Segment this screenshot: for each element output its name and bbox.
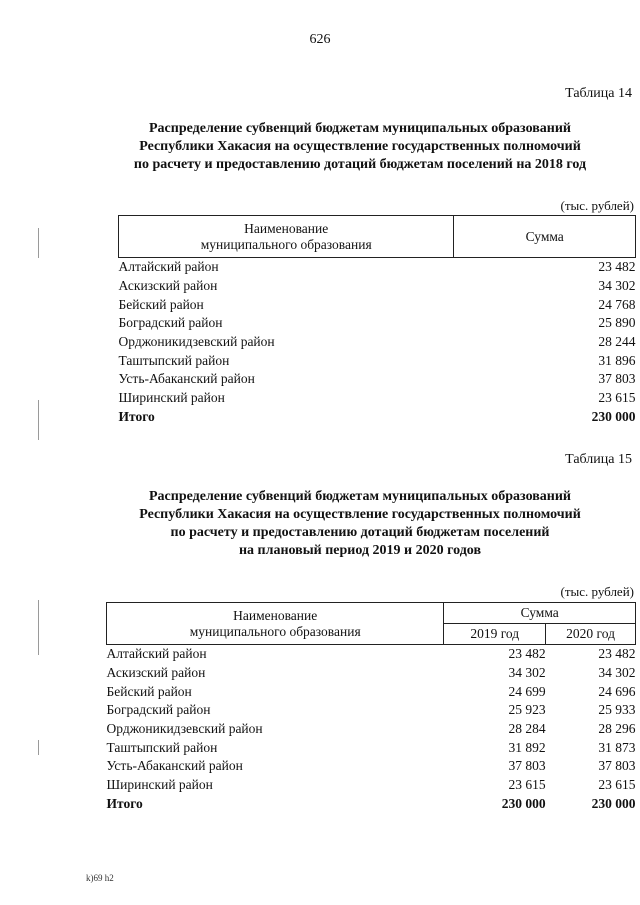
row-value: 37 803 (598, 371, 636, 387)
row-value-2020: 25 933 (598, 702, 636, 718)
table-row (119, 295, 636, 314)
table15-heading-line: на плановый период 2019 и 2020 годов (238, 543, 482, 558)
total-row (107, 795, 636, 814)
row-value-2020: 37 803 (598, 758, 636, 774)
table15-units: (тыс. рублей) (560, 584, 634, 599)
table14-label: Таблица 14 (565, 86, 632, 101)
table-row (119, 314, 636, 333)
total-label: Итого (106, 795, 143, 811)
table15-label: Таблица 15 (565, 452, 632, 467)
table14-header-sum: Сумма (454, 216, 636, 258)
table15-heading (80, 488, 640, 560)
row-name: Алтайский район (118, 259, 219, 275)
header-name-line: муниципального образования (189, 623, 361, 639)
table15 (106, 602, 636, 813)
row-name: Ширинский район (106, 777, 213, 793)
row-value: 34 302 (598, 278, 636, 294)
footer-code: k)69 h2 (86, 873, 114, 883)
row-name: Таштыпский район (118, 352, 230, 368)
row-name: Усть-Абаканский район (118, 371, 255, 387)
table-row (119, 389, 636, 408)
total-value: 230 000 (591, 408, 636, 424)
row-name: Аскизский район (106, 665, 206, 681)
row-name: Алтайский район (106, 646, 207, 662)
row-value-2020: 34 302 (598, 665, 636, 681)
row-value-2019: 23 615 (508, 777, 546, 793)
table-row (107, 757, 636, 776)
row-value-2019: 25 923 (508, 702, 546, 718)
row-value: 23 482 (598, 259, 636, 275)
row-value-2019: 31 892 (508, 739, 546, 755)
table-row (107, 720, 636, 739)
row-value: 28 244 (598, 334, 636, 350)
table14-units: (тыс. рублей) (560, 198, 634, 213)
table-row (107, 664, 636, 683)
margin-mark (38, 400, 39, 440)
table-row (119, 333, 636, 352)
table14-heading-line: Республики Хакасия на осуществление государственных полномочий (139, 139, 581, 154)
table15-heading-line: по расчету и предоставлению дотаций бюджетам поселений (170, 525, 550, 540)
row-value-2020: 23 482 (598, 646, 636, 662)
row-name: Аскизский район (118, 278, 218, 294)
row-name: Бейский район (118, 296, 204, 312)
row-name: Орджоникидзевский район (106, 721, 263, 737)
table-row (107, 776, 636, 795)
total-row (119, 408, 636, 427)
table14 (118, 215, 636, 426)
table15-header-name (107, 603, 444, 645)
table-row (119, 370, 636, 389)
table14-header-name (119, 216, 454, 258)
row-name: Боградский район (106, 702, 211, 718)
table15-heading-line: Распределение субвенций бюджетам муниципальных образований (149, 489, 571, 504)
header-name-line: Наименование (233, 607, 318, 623)
total-value-2019: 230 000 (501, 795, 546, 811)
table15-heading-line: Республики Хакасия на осуществление государственных полномочий (139, 507, 581, 522)
total-value-2020: 230 000 (591, 795, 636, 811)
table-row (119, 258, 636, 277)
row-value-2019: 24 699 (508, 683, 546, 699)
total-label: Итого (118, 408, 155, 424)
table15-header-2019: 2019 год (444, 624, 546, 645)
table-row (107, 645, 636, 664)
table14-heading-line: по расчету и предоставлению дотаций бюджетам поселений на 2018 год (133, 157, 587, 172)
table-row (119, 351, 636, 370)
row-name: Ширинский район (118, 390, 225, 406)
header-name-line: Наименование (244, 220, 329, 236)
row-value-2020: 23 615 (598, 777, 636, 793)
row-value: 25 890 (598, 315, 636, 331)
row-value: 31 896 (598, 352, 636, 368)
row-value-2020: 28 296 (598, 721, 636, 737)
row-name: Усть-Абаканский район (106, 758, 243, 774)
page-number: 626 (309, 32, 331, 47)
row-name: Бейский район (106, 683, 192, 699)
row-value-2020: 24 696 (598, 683, 636, 699)
row-name: Орджоникидзевский район (118, 334, 275, 350)
row-value: 24 768 (598, 296, 636, 312)
row-name: Таштыпский район (106, 739, 218, 755)
table-row (107, 738, 636, 757)
row-value-2020: 31 873 (598, 739, 636, 755)
header-name-line: муниципального образования (200, 236, 372, 252)
row-value-2019: 23 482 (508, 646, 546, 662)
margin-mark (38, 740, 39, 755)
table15-header-sum: Сумма (444, 603, 636, 624)
table-row (107, 701, 636, 720)
table14-heading (80, 120, 640, 174)
row-value-2019: 37 803 (508, 758, 546, 774)
table-row (107, 682, 636, 701)
table15-header-2020: 2020 год (546, 624, 636, 645)
row-value: 23 615 (598, 390, 636, 406)
margin-mark (38, 228, 39, 258)
row-value-2019: 28 284 (508, 721, 546, 737)
row-name: Боградский район (118, 315, 223, 331)
row-value-2019: 34 302 (508, 665, 546, 681)
margin-mark (38, 600, 39, 655)
table-row (119, 277, 636, 296)
table14-heading-line: Распределение субвенций бюджетам муниципальных образований (149, 121, 571, 136)
